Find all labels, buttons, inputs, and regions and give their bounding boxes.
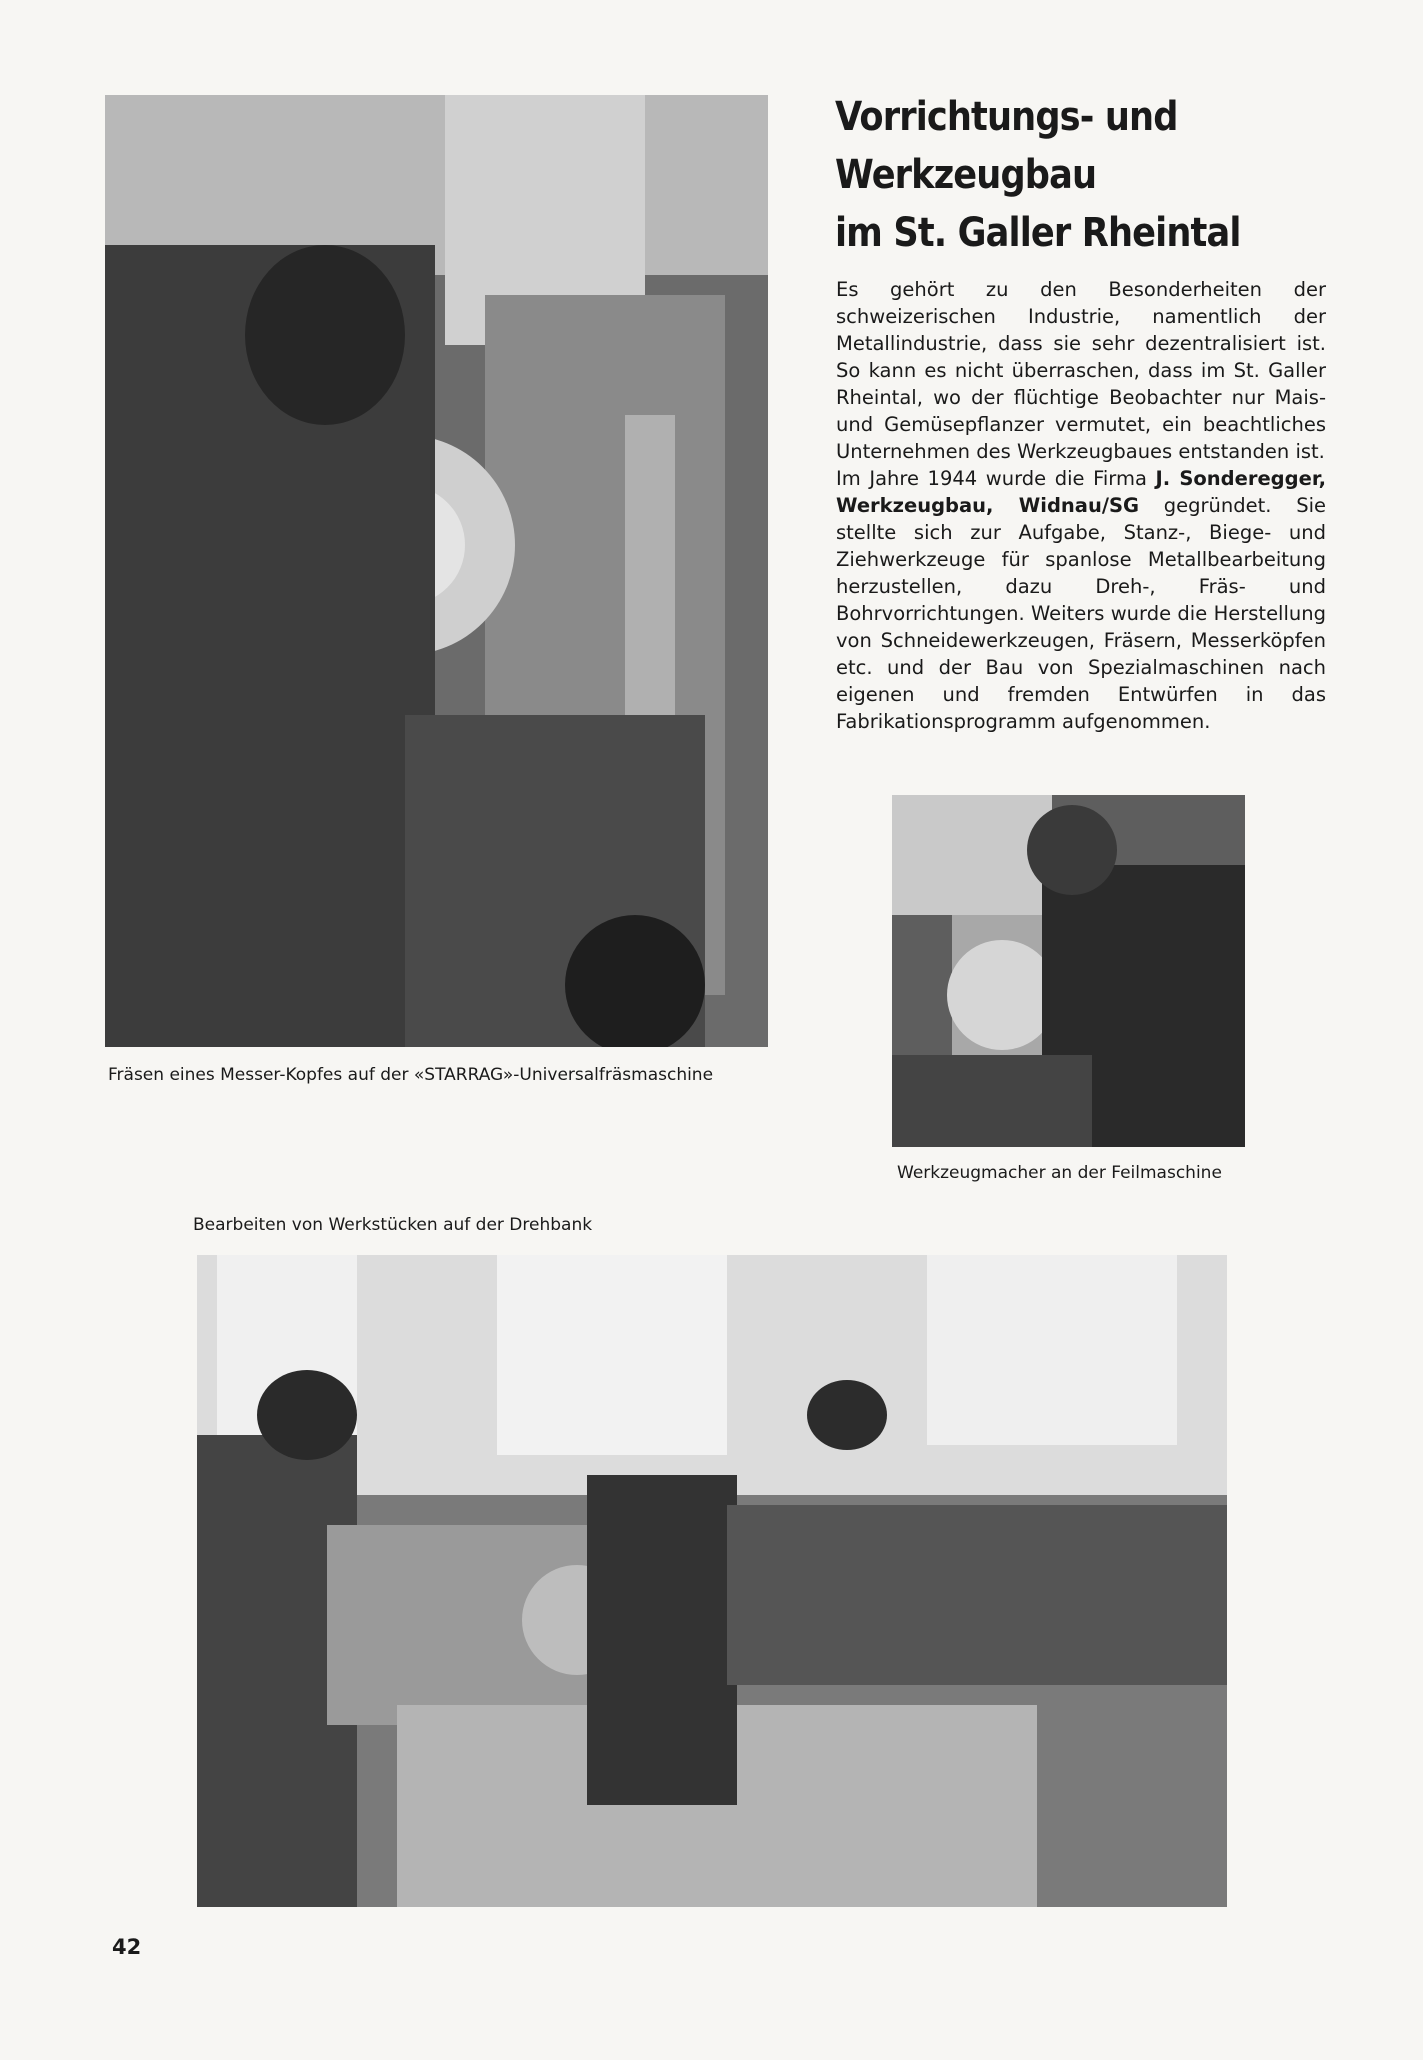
caption-filing: Werkzeugmacher an der Feilmaschine xyxy=(897,1163,1222,1183)
paragraph-2 xyxy=(836,465,1326,735)
photo-milling-machine xyxy=(105,95,768,1047)
caption-milling: Fräsen eines Messer-Kopfes auf der «STARRAG»-Universalfräsmaschine xyxy=(108,1065,714,1085)
article-body xyxy=(836,276,1326,735)
caption-lathe: Bearbeiten von Werkstücken auf der Drehbank xyxy=(193,1215,593,1235)
paragraph-1: Es gehört zu den Besonderheiten der schweizerischen Industrie, namentlich der Metallindustrie, dass sie sehr dezentralisiert ist. So kann es nicht überraschen, dass im St. Galler Rheintal, wo der flüchtige Beobachter nur Mais- und Gemüsepflanzer vermutet, ein beachtliches Unternehmen des Werkzeugbaues entstanden ist. xyxy=(836,278,1326,463)
company-name: J. Sonderegger, Werkzeugbau, Widnau/SG xyxy=(836,467,1326,517)
title-line-1: Vorrichtungs- und Werkzeugbau xyxy=(835,94,1178,198)
page-number: 42 xyxy=(112,1935,142,1959)
title-line-2: im St. Galler Rheintal xyxy=(835,210,1241,256)
photo-filing-machine xyxy=(892,795,1245,1147)
article-title xyxy=(835,88,1293,262)
paragraph-2-intro: Im Jahre 1944 wurde die Firma xyxy=(836,467,1156,490)
paragraph-2-rest: gegründet. Sie stellte sich zur Aufgabe, Stanz-, Biege- und Ziehwerkzeuge für spanlose Metallbearbeitung herzustellen, dazu Dreh-, Fräs- und Bohrvorrichtungen. Weiters wurde die Herstellung von Schneidewerkzeugen, Fräsern, Messerköpfen etc. und der Bau von Spezialmaschinen nach eigenen und fremden Entwürfen in das Fabrikationsprogramm aufgenommen. xyxy=(836,494,1327,733)
photo-lathe xyxy=(197,1255,1227,1907)
